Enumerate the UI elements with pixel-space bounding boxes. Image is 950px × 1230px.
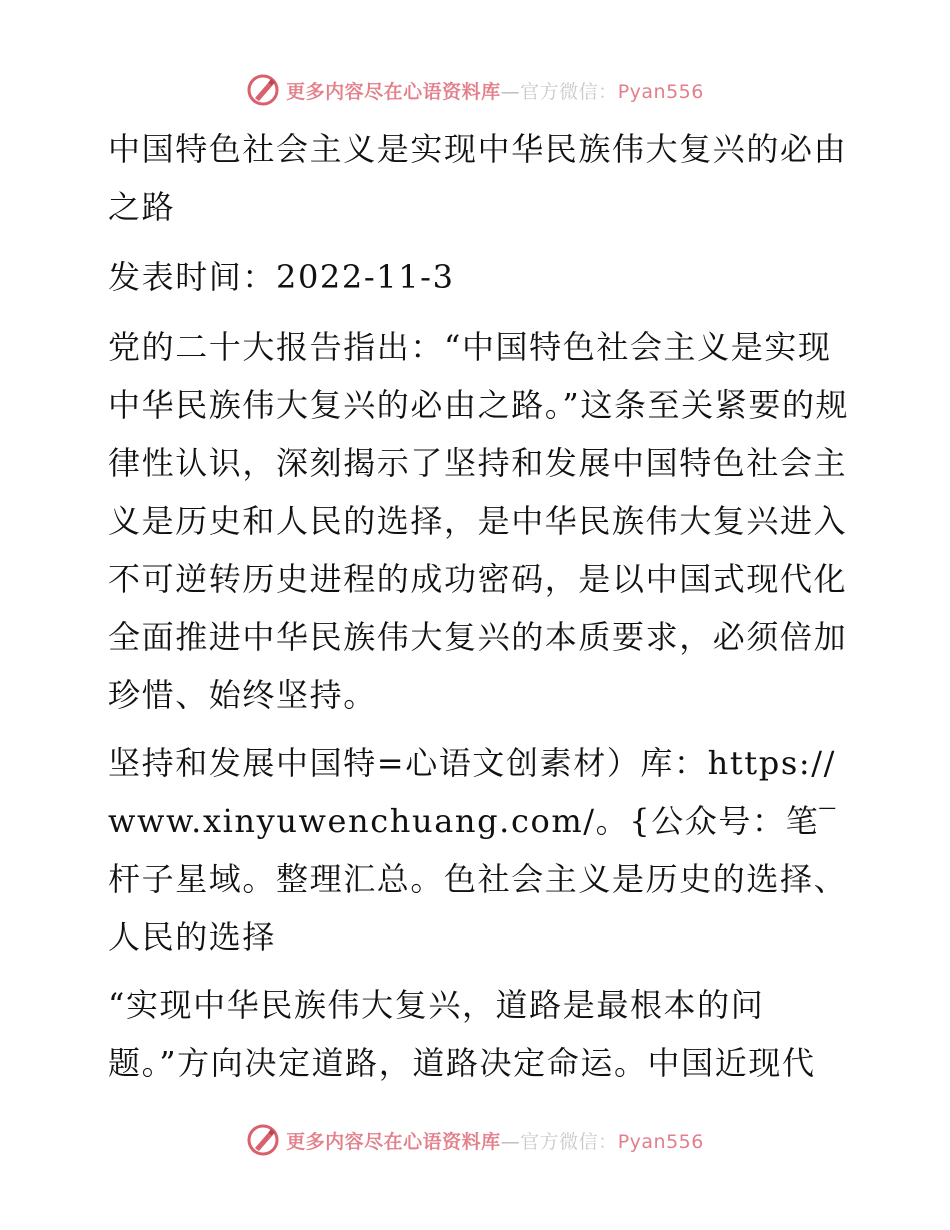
pen-logo-icon [246, 73, 280, 107]
paragraph-1: 党的二十大报告指出：“中国特色社会主义是实现中华民族伟大复兴的必由之路。”这条至关紧要的规律性认识，深刻揭示了坚持和发展中国特色社会主义是历史和人民的选择，是中华民族伟大复兴进入不可逆转历史进程的成功密码，是以中国式现代化全面推进中华民族伟大复兴的本质要求，必须倍加珍惜、始终坚持。 [108, 328, 850, 714]
watermark-text [286, 1127, 704, 1154]
watermark-wechat-label: 官方微信： [520, 1130, 618, 1153]
publish-info [98, 248, 850, 306]
watermark-wechat-handle: Pyan556 [617, 80, 704, 103]
document-body [98, 120, 850, 1102]
pen-logo-icon [246, 1123, 280, 1157]
paragraph-2: 坚持和发展中国特=心语文创素材）库：https://www.xinyuwenchuang.com/。{公众号：笔‾杆子星域。整理汇总。色社会主义是历史的选择、人民的选择 [108, 744, 848, 956]
header-watermark [0, 70, 950, 110]
watermark-wechat-handle: Pyan556 [617, 1130, 704, 1153]
watermark-wechat-label: 官方微信： [520, 80, 618, 103]
watermark-text [286, 77, 704, 104]
publish-label: 发表时间： [108, 258, 277, 296]
document-title: 中国特色社会主义是实现中华民族伟大复兴的必由之路 [108, 130, 848, 226]
footer-watermark [0, 1120, 950, 1160]
watermark-separator: — [500, 1130, 521, 1153]
watermark-separator: — [500, 80, 521, 103]
watermark-site: 更多内容尽在心语资料库 [286, 80, 501, 103]
publish-date: 2022-11-3 [276, 258, 455, 296]
paragraph-3: “实现中华民族伟大复兴，道路是最根本的问题。”方向决定道路，道路决定命运。中国近现代 [108, 986, 816, 1082]
watermark-site: 更多内容尽在心语资料库 [286, 1130, 501, 1153]
